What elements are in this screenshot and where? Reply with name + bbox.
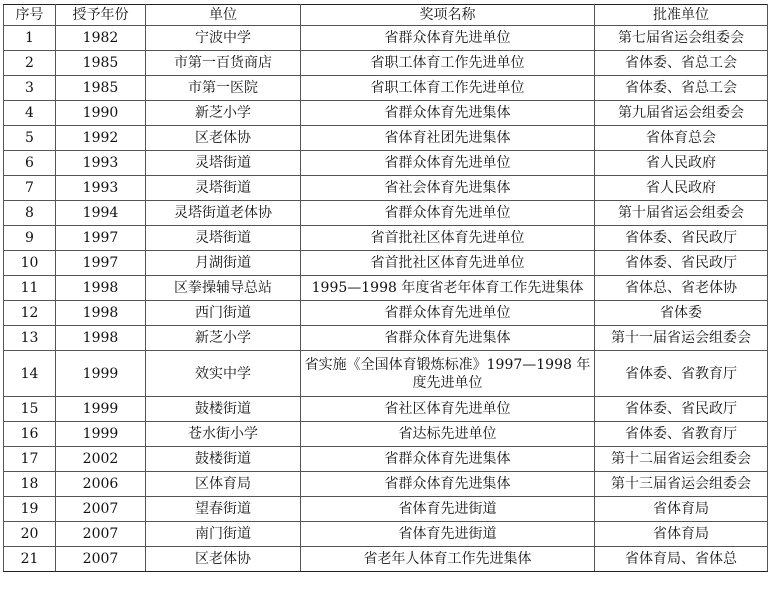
cell-award-name: 省群众体育先进单位 bbox=[301, 201, 595, 226]
table-row bbox=[4, 176, 768, 201]
cell-index: 19 bbox=[4, 497, 56, 522]
cell-year: 2006 bbox=[56, 472, 146, 497]
cell-award-name: 省体育先进街道 bbox=[301, 522, 595, 547]
cell-award-name: 省群众体育先进集体 bbox=[301, 326, 595, 351]
cell-year: 1997 bbox=[56, 251, 146, 276]
cell-index: 1 bbox=[4, 26, 56, 51]
table-row bbox=[4, 276, 768, 301]
cell-approver: 第十三届省运会组委会 bbox=[595, 472, 768, 497]
cell-award-name: 省社区体育先进单位 bbox=[301, 397, 595, 422]
cell-unit: 新芝小学 bbox=[146, 101, 301, 126]
cell-award-name: 省体育先进街道 bbox=[301, 497, 595, 522]
table-row bbox=[4, 351, 768, 397]
cell-award-name: 省首批社区体育先进单位 bbox=[301, 226, 595, 251]
cell-approver: 第十二届省运会组委会 bbox=[595, 447, 768, 472]
cell-unit: 效实中学 bbox=[146, 351, 301, 397]
cell-approver: 省体委、省总工会 bbox=[595, 76, 768, 101]
cell-year: 1998 bbox=[56, 301, 146, 326]
cell-index: 18 bbox=[4, 472, 56, 497]
cell-award-name: 省群众体育先进集体 bbox=[301, 447, 595, 472]
cell-year: 1993 bbox=[56, 176, 146, 201]
cell-unit: 灵塔街道老体协 bbox=[146, 201, 301, 226]
cell-year: 1994 bbox=[56, 201, 146, 226]
cell-unit: 灵塔街道 bbox=[146, 176, 301, 201]
cell-year: 1997 bbox=[56, 226, 146, 251]
cell-index: 12 bbox=[4, 301, 56, 326]
awards-table bbox=[3, 4, 768, 572]
cell-unit: 区体育局 bbox=[146, 472, 301, 497]
cell-unit: 宁波中学 bbox=[146, 26, 301, 51]
cell-year: 2007 bbox=[56, 497, 146, 522]
cell-index: 16 bbox=[4, 422, 56, 447]
cell-index: 10 bbox=[4, 251, 56, 276]
cell-award-name: 省群众体育先进单位 bbox=[301, 301, 595, 326]
cell-year: 1990 bbox=[56, 101, 146, 126]
cell-year: 1999 bbox=[56, 422, 146, 447]
cell-unit: 月湖街道 bbox=[146, 251, 301, 276]
cell-unit: 望春街道 bbox=[146, 497, 301, 522]
cell-unit: 鼓楼街道 bbox=[146, 397, 301, 422]
table-row bbox=[4, 447, 768, 472]
cell-award-name: 省职工体育工作先进单位 bbox=[301, 76, 595, 101]
cell-unit: 区老体协 bbox=[146, 126, 301, 151]
table-row bbox=[4, 151, 768, 176]
cell-approver: 省体育总会 bbox=[595, 126, 768, 151]
header-unit: 单位 bbox=[146, 5, 301, 26]
cell-award-name: 省群众体育先进单位 bbox=[301, 26, 595, 51]
cell-index: 20 bbox=[4, 522, 56, 547]
table-row bbox=[4, 76, 768, 101]
table-row bbox=[4, 472, 768, 497]
cell-year: 2007 bbox=[56, 547, 146, 572]
cell-year: 1998 bbox=[56, 276, 146, 301]
cell-approver: 省人民政府 bbox=[595, 176, 768, 201]
cell-year: 1985 bbox=[56, 76, 146, 101]
awards-table-container bbox=[3, 4, 768, 572]
cell-year: 1982 bbox=[56, 26, 146, 51]
cell-approver: 省体委、省总工会 bbox=[595, 51, 768, 76]
cell-unit: 灵塔街道 bbox=[146, 151, 301, 176]
table-row bbox=[4, 51, 768, 76]
header-approver: 批准单位 bbox=[595, 5, 768, 26]
table-row bbox=[4, 547, 768, 572]
header-year: 授予年份 bbox=[56, 5, 146, 26]
cell-index: 15 bbox=[4, 397, 56, 422]
cell-index: 13 bbox=[4, 326, 56, 351]
cell-approver: 省体育局、省体总 bbox=[595, 547, 768, 572]
cell-year: 1985 bbox=[56, 51, 146, 76]
cell-unit: 新芝小学 bbox=[146, 326, 301, 351]
header-index: 序号 bbox=[4, 5, 56, 26]
cell-year: 2007 bbox=[56, 522, 146, 547]
cell-unit: 西门街道 bbox=[146, 301, 301, 326]
cell-unit: 市第一医院 bbox=[146, 76, 301, 101]
cell-index: 3 bbox=[4, 76, 56, 101]
table-row bbox=[4, 226, 768, 251]
cell-year: 2002 bbox=[56, 447, 146, 472]
cell-approver: 省体育局 bbox=[595, 497, 768, 522]
table-header-row bbox=[4, 5, 768, 26]
table-row bbox=[4, 201, 768, 226]
cell-year: 1992 bbox=[56, 126, 146, 151]
cell-award-name: 1995—1998 年度省老年体育工作先进集体 bbox=[301, 276, 595, 301]
cell-index: 5 bbox=[4, 126, 56, 151]
table-row bbox=[4, 126, 768, 151]
cell-approver: 第九届省运会组委会 bbox=[595, 101, 768, 126]
cell-award-name: 省首批社区体育先进单位 bbox=[301, 251, 595, 276]
cell-approver: 省体总、省老体协 bbox=[595, 276, 768, 301]
cell-index: 7 bbox=[4, 176, 56, 201]
table-row bbox=[4, 301, 768, 326]
table-row bbox=[4, 422, 768, 447]
table-row bbox=[4, 522, 768, 547]
cell-approver: 省体委、省民政厅 bbox=[595, 226, 768, 251]
cell-approver: 第七届省运会组委会 bbox=[595, 26, 768, 51]
cell-approver: 第十一届省运会组委会 bbox=[595, 326, 768, 351]
table-row bbox=[4, 497, 768, 522]
cell-award-name: 省群众体育先进集体 bbox=[301, 101, 595, 126]
cell-award-name: 省体育社团先进集体 bbox=[301, 126, 595, 151]
cell-unit: 区老体协 bbox=[146, 547, 301, 572]
cell-approver: 省体委 bbox=[595, 301, 768, 326]
table-row bbox=[4, 397, 768, 422]
cell-index: 9 bbox=[4, 226, 56, 251]
cell-approver: 省体委、省教育厅 bbox=[595, 351, 768, 397]
table-row bbox=[4, 101, 768, 126]
cell-year: 1999 bbox=[56, 351, 146, 397]
table-row bbox=[4, 251, 768, 276]
cell-unit: 灵塔街道 bbox=[146, 226, 301, 251]
cell-award-name: 省职工体育工作先进单位 bbox=[301, 51, 595, 76]
cell-approver: 省人民政府 bbox=[595, 151, 768, 176]
cell-unit: 苍水街小学 bbox=[146, 422, 301, 447]
cell-award-name: 省群众体育先进单位 bbox=[301, 151, 595, 176]
table-row bbox=[4, 326, 768, 351]
cell-year: 1993 bbox=[56, 151, 146, 176]
cell-index: 14 bbox=[4, 351, 56, 397]
cell-unit: 鼓楼街道 bbox=[146, 447, 301, 472]
cell-approver: 省体育局 bbox=[595, 522, 768, 547]
cell-index: 4 bbox=[4, 101, 56, 126]
cell-index: 21 bbox=[4, 547, 56, 572]
cell-year: 1998 bbox=[56, 326, 146, 351]
cell-approver: 省体委、省教育厅 bbox=[595, 422, 768, 447]
cell-approver: 第十届省运会组委会 bbox=[595, 201, 768, 226]
cell-unit: 区拳操辅导总站 bbox=[146, 276, 301, 301]
cell-index: 17 bbox=[4, 447, 56, 472]
cell-award-name: 省达标先进单位 bbox=[301, 422, 595, 447]
cell-approver: 省体委、省民政厅 bbox=[595, 397, 768, 422]
cell-unit: 南门街道 bbox=[146, 522, 301, 547]
cell-award-name: 省老年人体育工作先进集体 bbox=[301, 547, 595, 572]
cell-approver: 省体委、省民政厅 bbox=[595, 251, 768, 276]
cell-year: 1999 bbox=[56, 397, 146, 422]
cell-index: 2 bbox=[4, 51, 56, 76]
cell-award-name: 省实施《全国体育锻炼标准》1997—1998 年度先进单位 bbox=[301, 351, 595, 397]
cell-index: 6 bbox=[4, 151, 56, 176]
cell-award-name: 省群众体育先进集体 bbox=[301, 472, 595, 497]
cell-unit: 市第一百货商店 bbox=[146, 51, 301, 76]
cell-index: 8 bbox=[4, 201, 56, 226]
cell-index: 11 bbox=[4, 276, 56, 301]
table-row bbox=[4, 26, 768, 51]
header-award-name: 奖项名称 bbox=[301, 5, 595, 26]
cell-award-name: 省社会体育先进集体 bbox=[301, 176, 595, 201]
